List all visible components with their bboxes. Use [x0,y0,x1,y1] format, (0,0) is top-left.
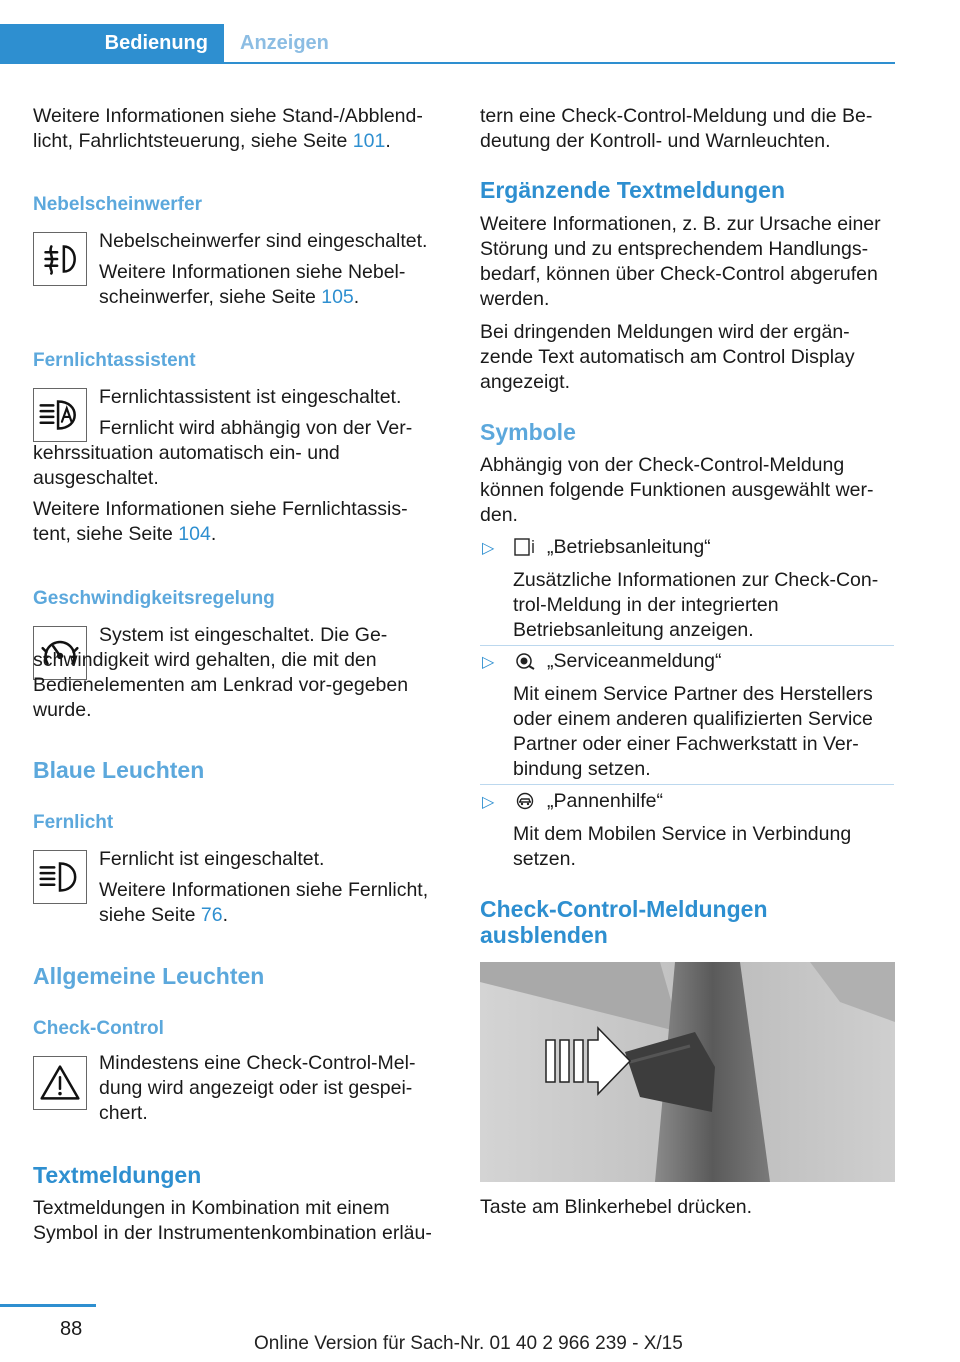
heading-check-control: Check-Control [33,1018,164,1039]
betriebsanleitung-desc: Zusätzliche Informationen zur Check-Con-trol-Meldung in der integrierten Betriebsanleitung anzeigen. [513,569,879,641]
fernlicht-line2: Weitere Informationen siehe Fernlicht, siehe Seite [99,879,429,926]
speed-line1: System ist eingeschaltet. Die Ge-schwindigkeit wird gehalten, die mit den Bedienelementen am Lenkrad vor-gegeben wurde. [33,624,409,721]
turn-signal-lever-illustration [480,962,895,1182]
heading-meldungen-ausblenden: Check-Control-Meldungen ausblenden [480,896,768,948]
right-continuation [480,104,900,154]
page-link-101[interactable]: 101 [352,130,386,152]
page-link-76[interactable]: 76 [200,904,223,926]
page-link-104[interactable]: 104 [178,523,211,545]
pannenhilfe-desc: Mit dem Mobilen Service in Verbindung setzen. [513,823,852,870]
nebel-line2: Weitere Informationen siehe Nebel-scheinwerfer, siehe Seite [99,261,406,308]
heading-fernlichtassistent: Fernlichtassistent [33,350,196,371]
tab-bedienung[interactable]: Bedienung [0,24,224,62]
intro-paragraph: Weitere Informationen siehe Stand-/Abblend-licht, Fahrlichtsteuerung, siehe Seite 101. [33,105,423,152]
nebel-line1: Nebelscheinwerfer sind eingeschaltet. [99,230,428,252]
chapter-tabs [0,24,895,64]
fern-assist-line2: Fernlicht wird abhängig von der Ver-kehrssituation automatisch ein- und ausgeschaltet. [33,417,413,489]
heading-ergaenzende-textmeldungen: Ergänzende Textmeldungen [480,177,786,203]
nebel-text: Nebelscheinwerfer sind eingeschaltet. Weitere Informationen siehe Nebel-scheinwerfer, siehe Seite 105. [99,229,445,310]
page-number: 88 [60,1318,83,1340]
service-wrench-icon [513,652,537,670]
fern-assist-line3: Weitere Informationen siehe Fernlichtassis-tent, siehe Seite [33,498,408,545]
ergaenzende-paragraph-2: Bei dringenden Meldungen wird der ergän-zende Text automatisch am Control Display angezeigt. [480,321,855,393]
heading-allgemeine-leuchten: Allgemeine Leuchten [33,963,265,989]
footer-rule [0,1304,96,1307]
divider [480,784,894,785]
check-text [99,1051,445,1126]
heading-nebelscheinwerfer: Nebelscheinwerfer [33,194,202,215]
pannenhilfe-label: „Pannenhilfe“ [547,790,663,812]
bullet-marker: ▷ [482,540,495,557]
heading-textmeldungen: Textmeldungen [33,1162,202,1188]
divider [480,645,894,646]
textmeldungen-paragraph: Textmeldungen in Kombination mit einem Symbol in der Instrumentenkombination erläu- [33,1197,432,1244]
tab-anzeigen[interactable]: Anzeigen [240,32,329,54]
heading-blaue-leuchten: Blaue Leuchten [33,757,205,783]
check-line1: Mindestens eine Check-Control-Mel-dung wird angezeigt oder ist gespei-chert. [99,1052,416,1124]
speed-text [33,623,445,723]
textmeldungen-body [33,1196,453,1246]
footer-version-text: Online Version für Sach-Nr. 01 40 2 966 239 - X/15 [254,1333,683,1354]
list-item-serviceanmeldung[interactable] [513,649,898,782]
ergaenzende-paragraph-1: Weitere Informationen, z. B. zur Ursache einer Störung und zu entsprechendem Handlungs-bedarf, können über Check-Control abgerufen werden. [480,213,881,310]
high-beam-icon [33,850,87,904]
symbole-text [480,453,900,528]
serviceanmeldung-label: „Serviceanmeldung“ [547,650,722,672]
betriebsanleitung-label: „Betriebsanleitung“ [547,536,711,558]
fern-assist-text: Fernlichtassistent ist eingeschaltet. Fernlicht wird abhängig von der Ver-kehrssituation automatisch ein- und ausgeschaltet. Weitere Informationen siehe Fernlichtassis-tent, siehe Seite 104. [33,385,445,547]
fog-light-icon [33,232,87,286]
fernlicht-text: Fernlicht ist eingeschaltet. Weitere Informationen siehe Fernlicht, siehe Seite 76. [99,847,445,928]
image-caption: Taste am Blinkerhebel drücken. [480,1196,753,1218]
list-item-pannenhilfe[interactable] [513,789,898,872]
intro-text: Weitere Informationen siehe Stand-/Abblend-licht, Fahrlichtsteuerung, siehe Seite [33,105,423,152]
continuation-paragraph: tern eine Check-Control-Meldung und die Be-deutung der Kontroll- und Warnleuchten. [480,105,873,152]
heading-fernlicht: Fernlicht [33,812,114,833]
fernlicht-line1: Fernlicht ist eingeschaltet. [99,848,325,870]
manual-book-icon [513,538,537,556]
bullet-marker: ▷ [482,654,495,671]
serviceanmeldung-desc: Mit einem Service Partner des Herstellers oder einem anderen qualifizierten Service Partner oder einer Fachwerkstatt in Ver-bindung setzen. [513,683,873,780]
roadside-assistance-icon [513,792,537,810]
ergaenzende-text [480,212,900,395]
symbole-paragraph: Abhängig von der Check-Control-Meldung können folgende Funktionen ausgewählt wer-den. [480,454,874,526]
heading-geschwindigkeitsregelung: Geschwindigkeitsregelung [33,588,275,609]
fern-assist-line1: Fernlichtassistent ist eingeschaltet. [99,386,402,408]
page-link-105[interactable]: 105 [321,286,354,308]
bullet-marker: ▷ [482,794,495,811]
list-item-betriebsanleitung[interactable] [513,535,898,643]
warning-triangle-icon [33,1056,87,1110]
heading-symbole: Symbole [480,419,576,445]
